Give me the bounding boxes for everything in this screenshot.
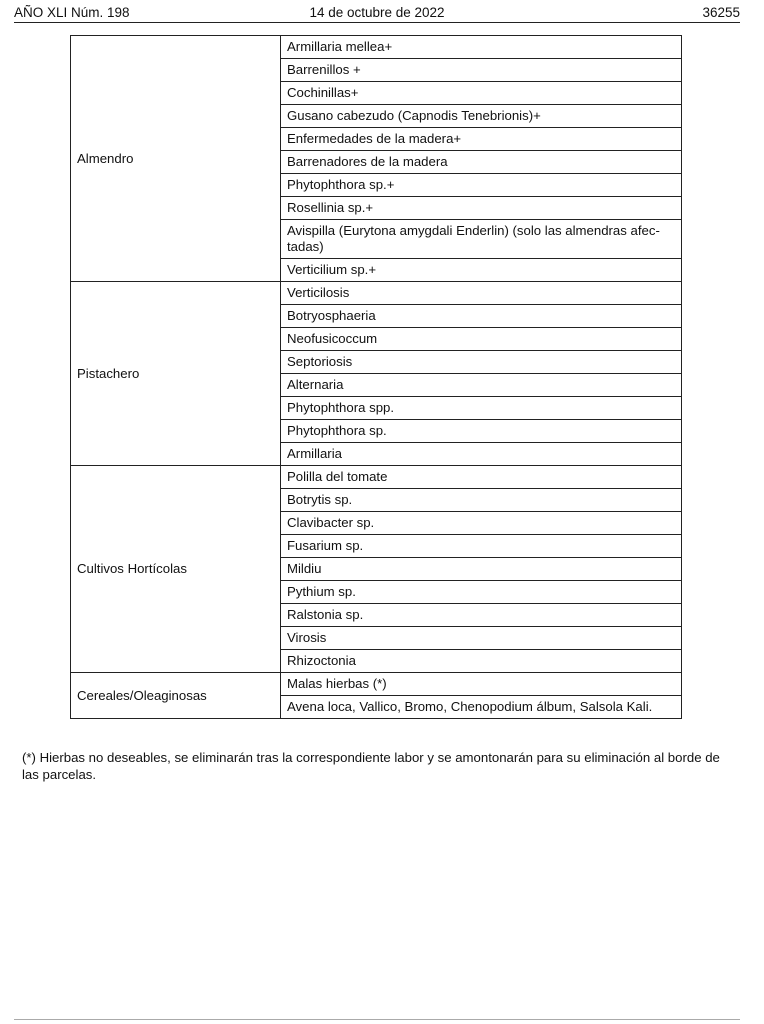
pest-cell: Malas hierbas (*) (281, 673, 682, 696)
pests-by-crop-table (70, 35, 682, 719)
pest-cell: Mildiu (281, 558, 682, 581)
pest-cell: Ralstonia sp. (281, 604, 682, 627)
pest-cell: Neofusicoccum (281, 328, 682, 351)
pest-cell: Gusano cabezudo (Capnodis Tenebrionis)+ (281, 105, 682, 128)
pest-cell: Verticilosis (281, 282, 682, 305)
pest-cell: Armillaria (281, 443, 682, 466)
pest-cell: Botrytis sp. (281, 489, 682, 512)
pest-cell: Virosis (281, 627, 682, 650)
crop-cell-cultivos-horticolas: Cultivos Hortícolas (71, 466, 281, 673)
pest-cell: Phytophthora sp. (281, 420, 682, 443)
pest-cell: Verticilium sp.+ (281, 259, 682, 282)
table-row (71, 36, 682, 59)
page-number: 36255 (702, 5, 740, 20)
pest-cell: Avena loca, Vallico, Bromo, Chenopodium álbum, Salsola Kali. (281, 696, 682, 719)
pest-cell: Barrenadores de la madera (281, 151, 682, 174)
publication-date: 14 de octubre de 2022 (309, 5, 445, 20)
pest-cell: Armillaria mellea+ (281, 36, 682, 59)
pest-cell: Enfermedades de la madera+ (281, 128, 682, 151)
pest-cell: Rhizoctonia (281, 650, 682, 673)
pest-cell: Barrenillos + (281, 59, 682, 82)
pest-cell: Pythium sp. (281, 581, 682, 604)
table-row (71, 466, 682, 489)
table-row (71, 282, 682, 305)
footnote: (*) Hierbas no deseables, se eliminarán tras la correspondiente labor y se amontonarán para su eliminación al borde de las parcelas. (22, 750, 720, 782)
pest-cell: Clavibacter sp. (281, 512, 682, 535)
header-divider (14, 22, 740, 23)
pest-cell: Rosellinia sp.+ (281, 197, 682, 220)
pest-cell: Septoriosis (281, 351, 682, 374)
crop-cell-pistachero: Pistachero (71, 282, 281, 466)
pest-cell: Botryosphaeria (281, 305, 682, 328)
crop-cell-cereales-oleaginosas: Cereales/Oleaginosas (71, 673, 281, 719)
pest-cell: Polilla del tomate (281, 466, 682, 489)
pest-cell: Avispilla (Eurytona amygdali Enderlin) (solo las almendras afec-tadas) (281, 220, 682, 259)
pest-cell: Cochinillas+ (281, 82, 682, 105)
table-row (71, 673, 682, 696)
pest-cell: Phytophthora spp. (281, 397, 682, 420)
pest-cell: Alternaria (281, 374, 682, 397)
pest-cell: Phytophthora sp.+ (281, 174, 682, 197)
page-header (14, 3, 740, 23)
issue-number: AÑO XLI Núm. 198 (14, 5, 130, 20)
footer-divider (14, 1019, 740, 1020)
pest-cell: Fusarium sp. (281, 535, 682, 558)
crop-cell-almendro: Almendro (71, 36, 281, 282)
